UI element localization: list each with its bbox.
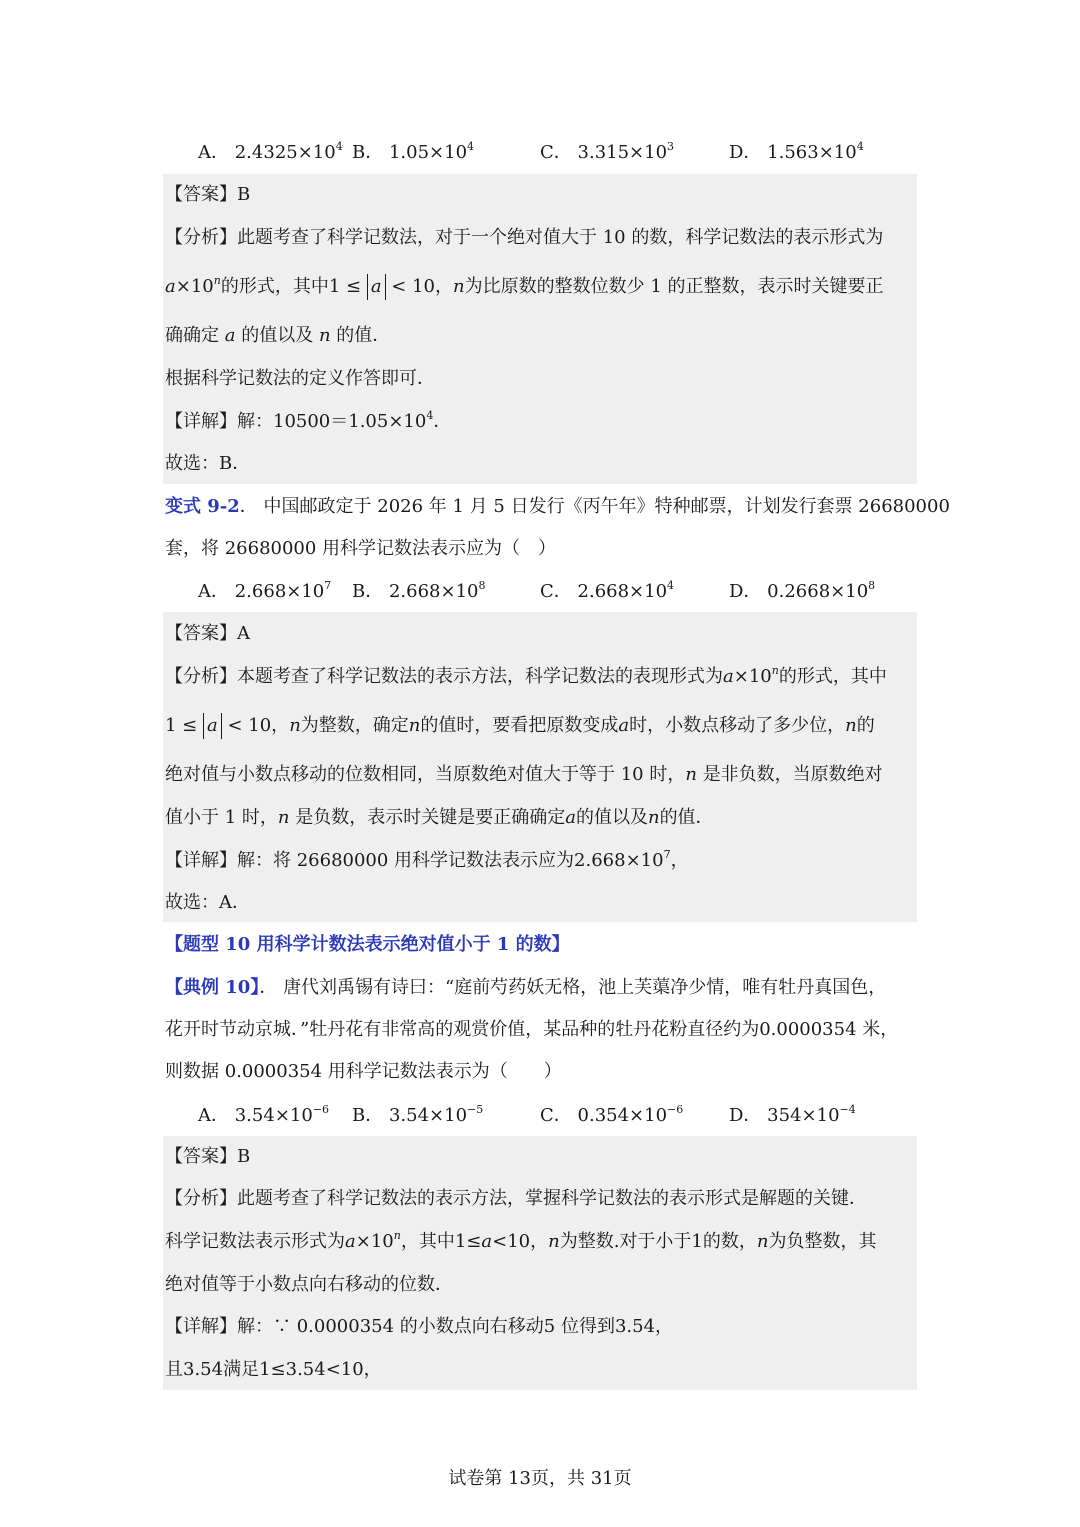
option-b: B． $3.54\times 10^{-5}$ [352,1103,484,1126]
analysis-line-1: 【分析】此题考查了科学记数法的表示方法，掌握科学记数法的表示形式是解题的关键． [165,1188,867,1209]
analysis-line-2: 1 ≤ a < 10，n为整数，确定n的值时，要看把原数变成a时，小数点移动了多少位，n的 [165,713,875,739]
detail-line-2: 且3.54满足1≤3.54<10， [165,1359,382,1380]
detail-line: 【详解】解：将 26680000 用科学记数法表示应为$2.668\times 10^7$， [165,848,689,871]
choice-line: 故选：A． [165,892,250,913]
page-footer: 试卷第 13页，共 31页 [448,1468,632,1489]
answer-line: 【答案】A [165,623,250,644]
analysis-line-3: 绝对值与小数点移动的位数相同，当原数绝对值大于等于 10 时，n 是非负数，当原数绝对 [165,764,883,785]
question-9-2-line-2: 套，将 26680000 用科学记数法表示应为（ ） [165,538,557,559]
solution-block-3 [163,1136,917,1390]
option-a: A． $2.4325\times 10^4$ [198,140,343,163]
analysis-line-3: 绝对值等于小数点向右移动的位数． [165,1274,453,1295]
option-b: B． $2.668\times 10^8$ [352,579,486,602]
detail-line: 【详解】解：$10500=1.05\times 10^4$． [165,409,452,432]
option-c: C． $3.315\times 10^3$ [540,140,675,163]
option-d: D． $1.563\times 10^4$ [729,140,864,163]
option-c: C． $0.354\times 10^{-6}$ [540,1103,684,1126]
option-c: C． $2.668\times 10^4$ [540,579,675,602]
analysis-line-2: 科学记数法表示形式为$a\times 10^n$，其中1≤a<10，n为整数.对于小于1的数，n为负整数，其 [165,1229,877,1252]
example-10-line-1: 【典例 10】． 唐代刘禹锡有诗曰：“庭前芍药妖无格，池上芙蕖净少情，唯有牡丹真国色， [165,977,887,998]
option-d: D． $0.2668\times 10^8$ [729,579,876,602]
option-a: A． $2.668\times 10^7$ [198,579,332,602]
detail-line-1: 【详解】解：∵ 0.0000354 的小数点向右移动5 位得到3.54， [165,1316,674,1337]
answer-line: 【答案】B [165,1146,251,1167]
section-title: 【题型 10 用科学计数法表示绝对值小于 1 的数】 [165,934,570,955]
analysis-line-3: 确确定 a 的值以及 n 的值． [165,325,391,346]
example-10-line-3: 则数据 0.0000354 用科学记数法表示为（ ） [165,1061,562,1082]
option-b: B． $1.05\times 10^4$ [352,140,475,163]
choice-line: 故选：B． [165,453,251,474]
option-d: D． $354\times 10^{-4}$ [729,1103,856,1126]
question-9-2-line-1: 变式 9-2． 中国邮政定于 2026 年 1 月 5 日发行《丙午年》特种邮票，计划发行套票 26680000 [165,496,950,517]
analysis-line-4: 根据科学记数法的定义作答即可． [165,368,435,389]
option-a: A． $3.54\times 10^{-6}$ [198,1103,330,1126]
analysis-line-1: 【分析】本题考查了科学记数法的表示方法，科学记数法的表现形式为$a\times 10^n$的形式，其中 [165,664,887,687]
analysis-line-1: 【分析】此题考查了科学记数法，对于一个绝对值大于 10 的数，科学记数法的表示形式为 [165,227,884,248]
analysis-line-4: 值小于 1 时，n 是负数，表示时关键是要正确确定a的值以及n的值． [165,807,714,828]
analysis-line-2: $a\times 10^n$的形式，其中1 ≤ a < 10，n为比原数的整数位数少 1 的正整数，表示时关键要正 [165,274,884,300]
example-10-line-2: 花开时节动京城．”牡丹花有非常高的观赏价值，某品种的牡丹花粉直径约为0.0000354 米， [165,1019,899,1040]
answer-line: 【答案】B [165,184,251,205]
